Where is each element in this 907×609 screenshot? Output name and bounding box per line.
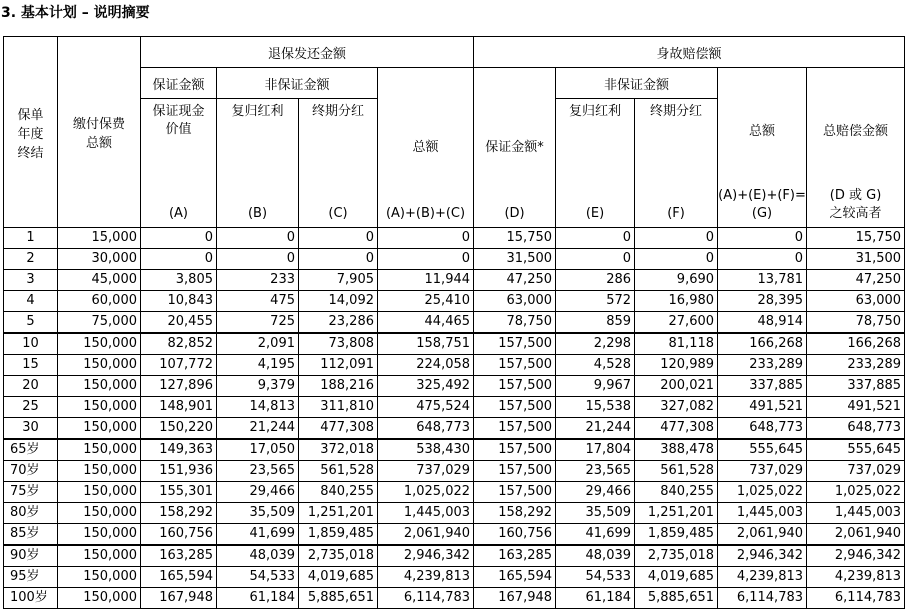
row-value-cell: 737,029 — [378, 461, 474, 482]
row-value-cell: 4,019,685 — [299, 567, 378, 588]
row-value-cell: 233 — [217, 270, 299, 291]
row-value-cell: 15,750 — [474, 228, 556, 249]
row-value-cell: 78,750 — [474, 312, 556, 334]
row-value-cell: 73,808 — [299, 333, 378, 355]
row-value-cell: 475 — [217, 291, 299, 312]
row-value-cell: 2,946,342 — [807, 545, 905, 567]
row-value-cell: 150,000 — [58, 461, 141, 482]
row-value-cell: 81,118 — [635, 333, 718, 355]
row-value-cell: 31,500 — [474, 249, 556, 270]
header-total-premium-line2: 总额 — [85, 136, 112, 151]
row-value-cell: 61,184 — [556, 588, 635, 609]
header-label-dg-line1: (D 或 G) — [829, 187, 882, 203]
row-value-cell: 0 — [217, 228, 299, 249]
table-row — [4, 418, 905, 440]
header-policy-year-end-line3: 终结 — [17, 145, 44, 161]
header-label-f: (F) — [667, 206, 685, 221]
row-value-cell: 63,000 — [474, 291, 556, 312]
row-value-cell: 200,021 — [635, 376, 718, 397]
row-value-cell: 0 — [141, 249, 217, 270]
row-year-cell: 85岁 — [4, 524, 58, 546]
row-value-cell: 475,524 — [378, 397, 474, 418]
header-tb-death-label: 终期分红 — [650, 104, 703, 119]
row-value-cell: 327,082 — [635, 397, 718, 418]
row-value-cell: 1,251,201 — [635, 503, 718, 524]
row-value-cell: 151,936 — [141, 461, 217, 482]
illustration-table — [3, 36, 905, 609]
row-value-cell: 21,244 — [556, 418, 635, 440]
row-value-cell: 15,538 — [556, 397, 635, 418]
row-value-cell: 157,500 — [474, 461, 556, 482]
header-surrender: 退保发还金额 — [141, 37, 474, 68]
row-value-cell: 157,500 — [474, 418, 556, 440]
header-label-e: (E) — [585, 206, 605, 221]
row-year-cell: 70岁 — [4, 461, 58, 482]
row-value-cell: 35,509 — [556, 503, 635, 524]
row-value-cell: 166,268 — [718, 333, 807, 355]
row-value-cell: 112,091 — [299, 355, 378, 376]
header-gcv-line1: 保证现金 — [152, 104, 205, 119]
row-value-cell: 15,750 — [807, 228, 905, 249]
row-value-cell: 150,000 — [58, 397, 141, 418]
row-value-cell: 163,285 — [141, 545, 217, 567]
header-label-a: (A) — [168, 206, 189, 221]
row-value-cell: 60,000 — [58, 291, 141, 312]
row-year-cell: 100岁 — [4, 588, 58, 609]
header-gcv-text — [141, 103, 216, 139]
row-value-cell: 2,298 — [556, 333, 635, 355]
row-value-cell: 491,521 — [718, 397, 807, 418]
row-value-cell: 737,029 — [718, 461, 807, 482]
row-value-cell: 29,466 — [217, 482, 299, 503]
row-value-cell: 17,804 — [556, 439, 635, 461]
row-value-cell: 157,500 — [474, 333, 556, 355]
row-year-cell: 2 — [4, 249, 58, 270]
header-policy-year-end-line1: 保单 — [17, 107, 44, 123]
row-value-cell: 188,216 — [299, 376, 378, 397]
row-value-cell: 165,594 — [141, 567, 217, 588]
row-value-cell: 75,000 — [58, 312, 141, 334]
row-value-cell: 325,492 — [378, 376, 474, 397]
row-value-cell: 16,980 — [635, 291, 718, 312]
row-value-cell: 4,019,685 — [635, 567, 718, 588]
row-value-cell: 4,195 — [217, 355, 299, 376]
table-row — [4, 333, 905, 355]
row-value-cell: 4,239,813 — [718, 567, 807, 588]
header-reversionary-bonus-surrender — [217, 99, 299, 228]
row-value-cell: 0 — [718, 228, 807, 249]
header-death: 身故赔偿额 — [474, 37, 905, 68]
row-value-cell: 160,756 — [141, 524, 217, 546]
row-value-cell: 840,255 — [635, 482, 718, 503]
row-value-cell: 286 — [556, 270, 635, 291]
row-value-cell: 1,025,022 — [807, 482, 905, 503]
row-value-cell: 54,533 — [217, 567, 299, 588]
row-value-cell: 5,885,651 — [299, 588, 378, 609]
row-value-cell: 44,465 — [378, 312, 474, 334]
header-policy-year-end-line2: 年度 — [17, 126, 44, 142]
row-value-cell: 2,091 — [217, 333, 299, 355]
header-guaranteed-death — [474, 68, 556, 228]
row-value-cell: 6,114,783 — [378, 588, 474, 609]
row-value-cell: 2,061,940 — [378, 524, 474, 546]
row-value-cell: 163,285 — [474, 545, 556, 567]
row-value-cell: 158,292 — [141, 503, 217, 524]
row-value-cell: 28,395 — [718, 291, 807, 312]
row-value-cell: 47,250 — [807, 270, 905, 291]
row-value-cell: 160,756 — [474, 524, 556, 546]
row-year-cell: 65岁 — [4, 439, 58, 461]
row-value-cell: 15,000 — [58, 228, 141, 249]
row-year-cell: 1 — [4, 228, 58, 249]
row-value-cell: 0 — [217, 249, 299, 270]
row-value-cell: 0 — [556, 249, 635, 270]
row-value-cell: 1,251,201 — [299, 503, 378, 524]
row-value-cell: 127,896 — [141, 376, 217, 397]
header-total-claim — [807, 68, 905, 228]
row-value-cell: 224,058 — [378, 355, 474, 376]
row-value-cell: 23,286 — [299, 312, 378, 334]
row-value-cell: 25,410 — [378, 291, 474, 312]
row-value-cell: 150,000 — [58, 503, 141, 524]
row-value-cell: 47,250 — [474, 270, 556, 291]
header-guaranteed-cash-value — [141, 99, 217, 228]
row-value-cell: 30,000 — [58, 249, 141, 270]
header-terminal-bonus-surrender — [299, 99, 378, 228]
row-value-cell: 648,773 — [718, 418, 807, 440]
header-total-claim-label: 总赔偿金额 — [823, 123, 889, 139]
row-year-cell: 30 — [4, 418, 58, 440]
header-reversionary-bonus-death — [556, 99, 635, 228]
table-row — [4, 588, 905, 609]
row-value-cell: 6,114,783 — [807, 588, 905, 609]
header-label-g: (G) — [751, 205, 773, 221]
header-total-death — [718, 68, 807, 228]
row-value-cell: 150,000 — [58, 439, 141, 461]
table-row — [4, 312, 905, 334]
row-value-cell: 572 — [556, 291, 635, 312]
row-value-cell: 9,967 — [556, 376, 635, 397]
row-value-cell: 491,521 — [807, 397, 905, 418]
table-row — [4, 397, 905, 418]
row-value-cell: 23,565 — [556, 461, 635, 482]
row-value-cell: 3,805 — [141, 270, 217, 291]
row-value-cell: 1,025,022 — [378, 482, 474, 503]
row-value-cell: 0 — [141, 228, 217, 249]
row-value-cell: 21,244 — [217, 418, 299, 440]
row-value-cell: 561,528 — [635, 461, 718, 482]
row-value-cell: 157,500 — [474, 439, 556, 461]
header-total-premium-line1: 缴付保费 — [72, 117, 125, 132]
row-value-cell: 48,039 — [217, 545, 299, 567]
header-non-guaranteed-death: 非保证金额 — [556, 68, 718, 99]
row-value-cell: 311,810 — [299, 397, 378, 418]
row-value-cell: 2,061,940 — [807, 524, 905, 546]
row-value-cell: 1,859,485 — [299, 524, 378, 546]
row-year-cell: 10 — [4, 333, 58, 355]
header-guaranteed-amount: 保证金额 — [141, 68, 217, 99]
row-value-cell: 2,061,940 — [718, 524, 807, 546]
row-value-cell: 166,268 — [807, 333, 905, 355]
header-total-death-formula: (A)+(E)+(F)= — [718, 187, 806, 203]
table-row — [4, 376, 905, 397]
row-year-cell: 25 — [4, 397, 58, 418]
header-label-b: (B) — [247, 206, 268, 221]
table-row — [4, 249, 905, 270]
header-label-d: (D) — [504, 205, 525, 221]
row-year-cell: 5 — [4, 312, 58, 334]
header-label-c: (C) — [328, 206, 348, 221]
row-value-cell: 2,735,018 — [299, 545, 378, 567]
row-value-cell: 157,500 — [474, 355, 556, 376]
row-value-cell: 14,813 — [217, 397, 299, 418]
table-row — [4, 482, 905, 503]
row-value-cell: 10,843 — [141, 291, 217, 312]
row-value-cell: 840,255 — [299, 482, 378, 503]
header-total-surrender — [378, 68, 474, 228]
row-value-cell: 150,000 — [58, 482, 141, 503]
row-value-cell: 477,308 — [635, 418, 718, 440]
row-value-cell: 14,092 — [299, 291, 378, 312]
table-row — [4, 291, 905, 312]
row-value-cell: 48,039 — [556, 545, 635, 567]
row-value-cell: 150,000 — [58, 355, 141, 376]
row-value-cell: 1,859,485 — [635, 524, 718, 546]
row-year-cell: 4 — [4, 291, 58, 312]
row-value-cell: 150,000 — [58, 588, 141, 609]
row-value-cell: 0 — [718, 249, 807, 270]
row-value-cell: 555,645 — [807, 439, 905, 461]
row-value-cell: 859 — [556, 312, 635, 334]
header-total-surrender-formula: (A)+(B)+(C) — [385, 205, 466, 221]
row-value-cell: 7,905 — [299, 270, 378, 291]
row-value-cell: 648,773 — [807, 418, 905, 440]
header-gcv-line2: 价值 — [165, 122, 192, 137]
row-value-cell: 158,292 — [474, 503, 556, 524]
row-value-cell: 4,239,813 — [378, 567, 474, 588]
row-value-cell: 1,445,003 — [807, 503, 905, 524]
row-value-cell: 538,430 — [378, 439, 474, 461]
row-value-cell: 45,000 — [58, 270, 141, 291]
row-value-cell: 4,239,813 — [807, 567, 905, 588]
row-value-cell: 23,565 — [217, 461, 299, 482]
row-value-cell: 561,528 — [299, 461, 378, 482]
row-value-cell: 149,363 — [141, 439, 217, 461]
row-value-cell: 0 — [635, 249, 718, 270]
row-value-cell: 150,000 — [58, 567, 141, 588]
row-value-cell: 725 — [217, 312, 299, 334]
row-value-cell: 337,885 — [807, 376, 905, 397]
row-value-cell: 1,445,003 — [378, 503, 474, 524]
row-value-cell: 150,000 — [58, 418, 141, 440]
row-value-cell: 9,379 — [217, 376, 299, 397]
row-value-cell: 150,000 — [58, 524, 141, 546]
table-row — [4, 461, 905, 482]
row-value-cell: 150,220 — [141, 418, 217, 440]
row-value-cell: 29,466 — [556, 482, 635, 503]
header-policy-year-end — [4, 37, 58, 228]
row-year-cell: 15 — [4, 355, 58, 376]
row-value-cell: 78,750 — [807, 312, 905, 334]
header-tb-surrender-label: 终期分红 — [311, 104, 364, 119]
row-value-cell: 35,509 — [217, 503, 299, 524]
row-year-cell: 3 — [4, 270, 58, 291]
header-total-death-label: 总额 — [749, 123, 776, 139]
row-value-cell: 4,528 — [556, 355, 635, 376]
row-value-cell: 41,699 — [556, 524, 635, 546]
row-value-cell: 477,308 — [299, 418, 378, 440]
row-value-cell: 120,989 — [635, 355, 718, 376]
row-value-cell: 388,478 — [635, 439, 718, 461]
table-row — [4, 503, 905, 524]
row-value-cell: 48,914 — [718, 312, 807, 334]
row-value-cell: 148,901 — [141, 397, 217, 418]
header-non-guaranteed-surrender: 非保证金额 — [217, 68, 378, 99]
row-value-cell: 0 — [635, 228, 718, 249]
row-value-cell: 41,699 — [217, 524, 299, 546]
row-value-cell: 1,445,003 — [718, 503, 807, 524]
header-label-dg-line2: 之较高者 — [829, 205, 882, 221]
table-row — [4, 270, 905, 291]
row-value-cell: 13,781 — [718, 270, 807, 291]
row-value-cell: 31,500 — [807, 249, 905, 270]
row-value-cell: 337,885 — [718, 376, 807, 397]
row-value-cell: 157,500 — [474, 376, 556, 397]
row-value-cell: 2,946,342 — [378, 545, 474, 567]
row-value-cell: 2,946,342 — [718, 545, 807, 567]
row-value-cell: 555,645 — [718, 439, 807, 461]
row-value-cell: 0 — [299, 228, 378, 249]
row-year-cell: 90岁 — [4, 545, 58, 567]
row-value-cell: 54,533 — [556, 567, 635, 588]
table-row — [4, 355, 905, 376]
header-rb-death-label: 复归红利 — [569, 104, 622, 119]
header-total-premium — [58, 37, 141, 228]
row-value-cell: 1,025,022 — [718, 482, 807, 503]
table-row — [4, 439, 905, 461]
row-value-cell: 107,772 — [141, 355, 217, 376]
row-value-cell: 17,050 — [217, 439, 299, 461]
table-body — [4, 228, 905, 609]
row-value-cell: 165,594 — [474, 567, 556, 588]
table-row — [4, 524, 905, 546]
header-rb-surrender-label: 复归红利 — [231, 104, 284, 119]
row-value-cell: 233,289 — [807, 355, 905, 376]
row-value-cell: 150,000 — [58, 333, 141, 355]
row-value-cell: 157,500 — [474, 482, 556, 503]
row-value-cell: 648,773 — [378, 418, 474, 440]
row-value-cell: 372,018 — [299, 439, 378, 461]
row-value-cell: 61,184 — [217, 588, 299, 609]
row-value-cell: 27,600 — [635, 312, 718, 334]
row-value-cell: 6,114,783 — [718, 588, 807, 609]
row-value-cell: 167,948 — [141, 588, 217, 609]
row-value-cell: 5,885,651 — [635, 588, 718, 609]
table-row — [4, 545, 905, 567]
row-value-cell: 2,735,018 — [635, 545, 718, 567]
row-value-cell: 0 — [378, 228, 474, 249]
row-value-cell: 167,948 — [474, 588, 556, 609]
row-value-cell: 63,000 — [807, 291, 905, 312]
row-value-cell: 737,029 — [807, 461, 905, 482]
row-year-cell: 80岁 — [4, 503, 58, 524]
row-value-cell: 82,852 — [141, 333, 217, 355]
row-value-cell: 0 — [378, 249, 474, 270]
row-value-cell: 0 — [299, 249, 378, 270]
row-value-cell: 11,944 — [378, 270, 474, 291]
row-year-cell: 20 — [4, 376, 58, 397]
table-row — [4, 567, 905, 588]
row-value-cell: 150,000 — [58, 545, 141, 567]
section-title: 3. 基本计划 – 说明摘要 — [1, 5, 150, 21]
table-row — [4, 228, 905, 249]
row-value-cell: 157,500 — [474, 397, 556, 418]
header-terminal-bonus-death — [635, 99, 718, 228]
row-year-cell: 75岁 — [4, 482, 58, 503]
row-value-cell: 155,301 — [141, 482, 217, 503]
row-value-cell: 150,000 — [58, 376, 141, 397]
header-total-surrender-label: 总额 — [412, 139, 439, 155]
row-value-cell: 158,751 — [378, 333, 474, 355]
row-value-cell: 0 — [556, 228, 635, 249]
row-value-cell: 20,455 — [141, 312, 217, 334]
row-value-cell: 233,289 — [718, 355, 807, 376]
row-year-cell: 95岁 — [4, 567, 58, 588]
header-guaranteed-death-label: 保证金额* — [485, 139, 544, 155]
row-value-cell: 9,690 — [635, 270, 718, 291]
